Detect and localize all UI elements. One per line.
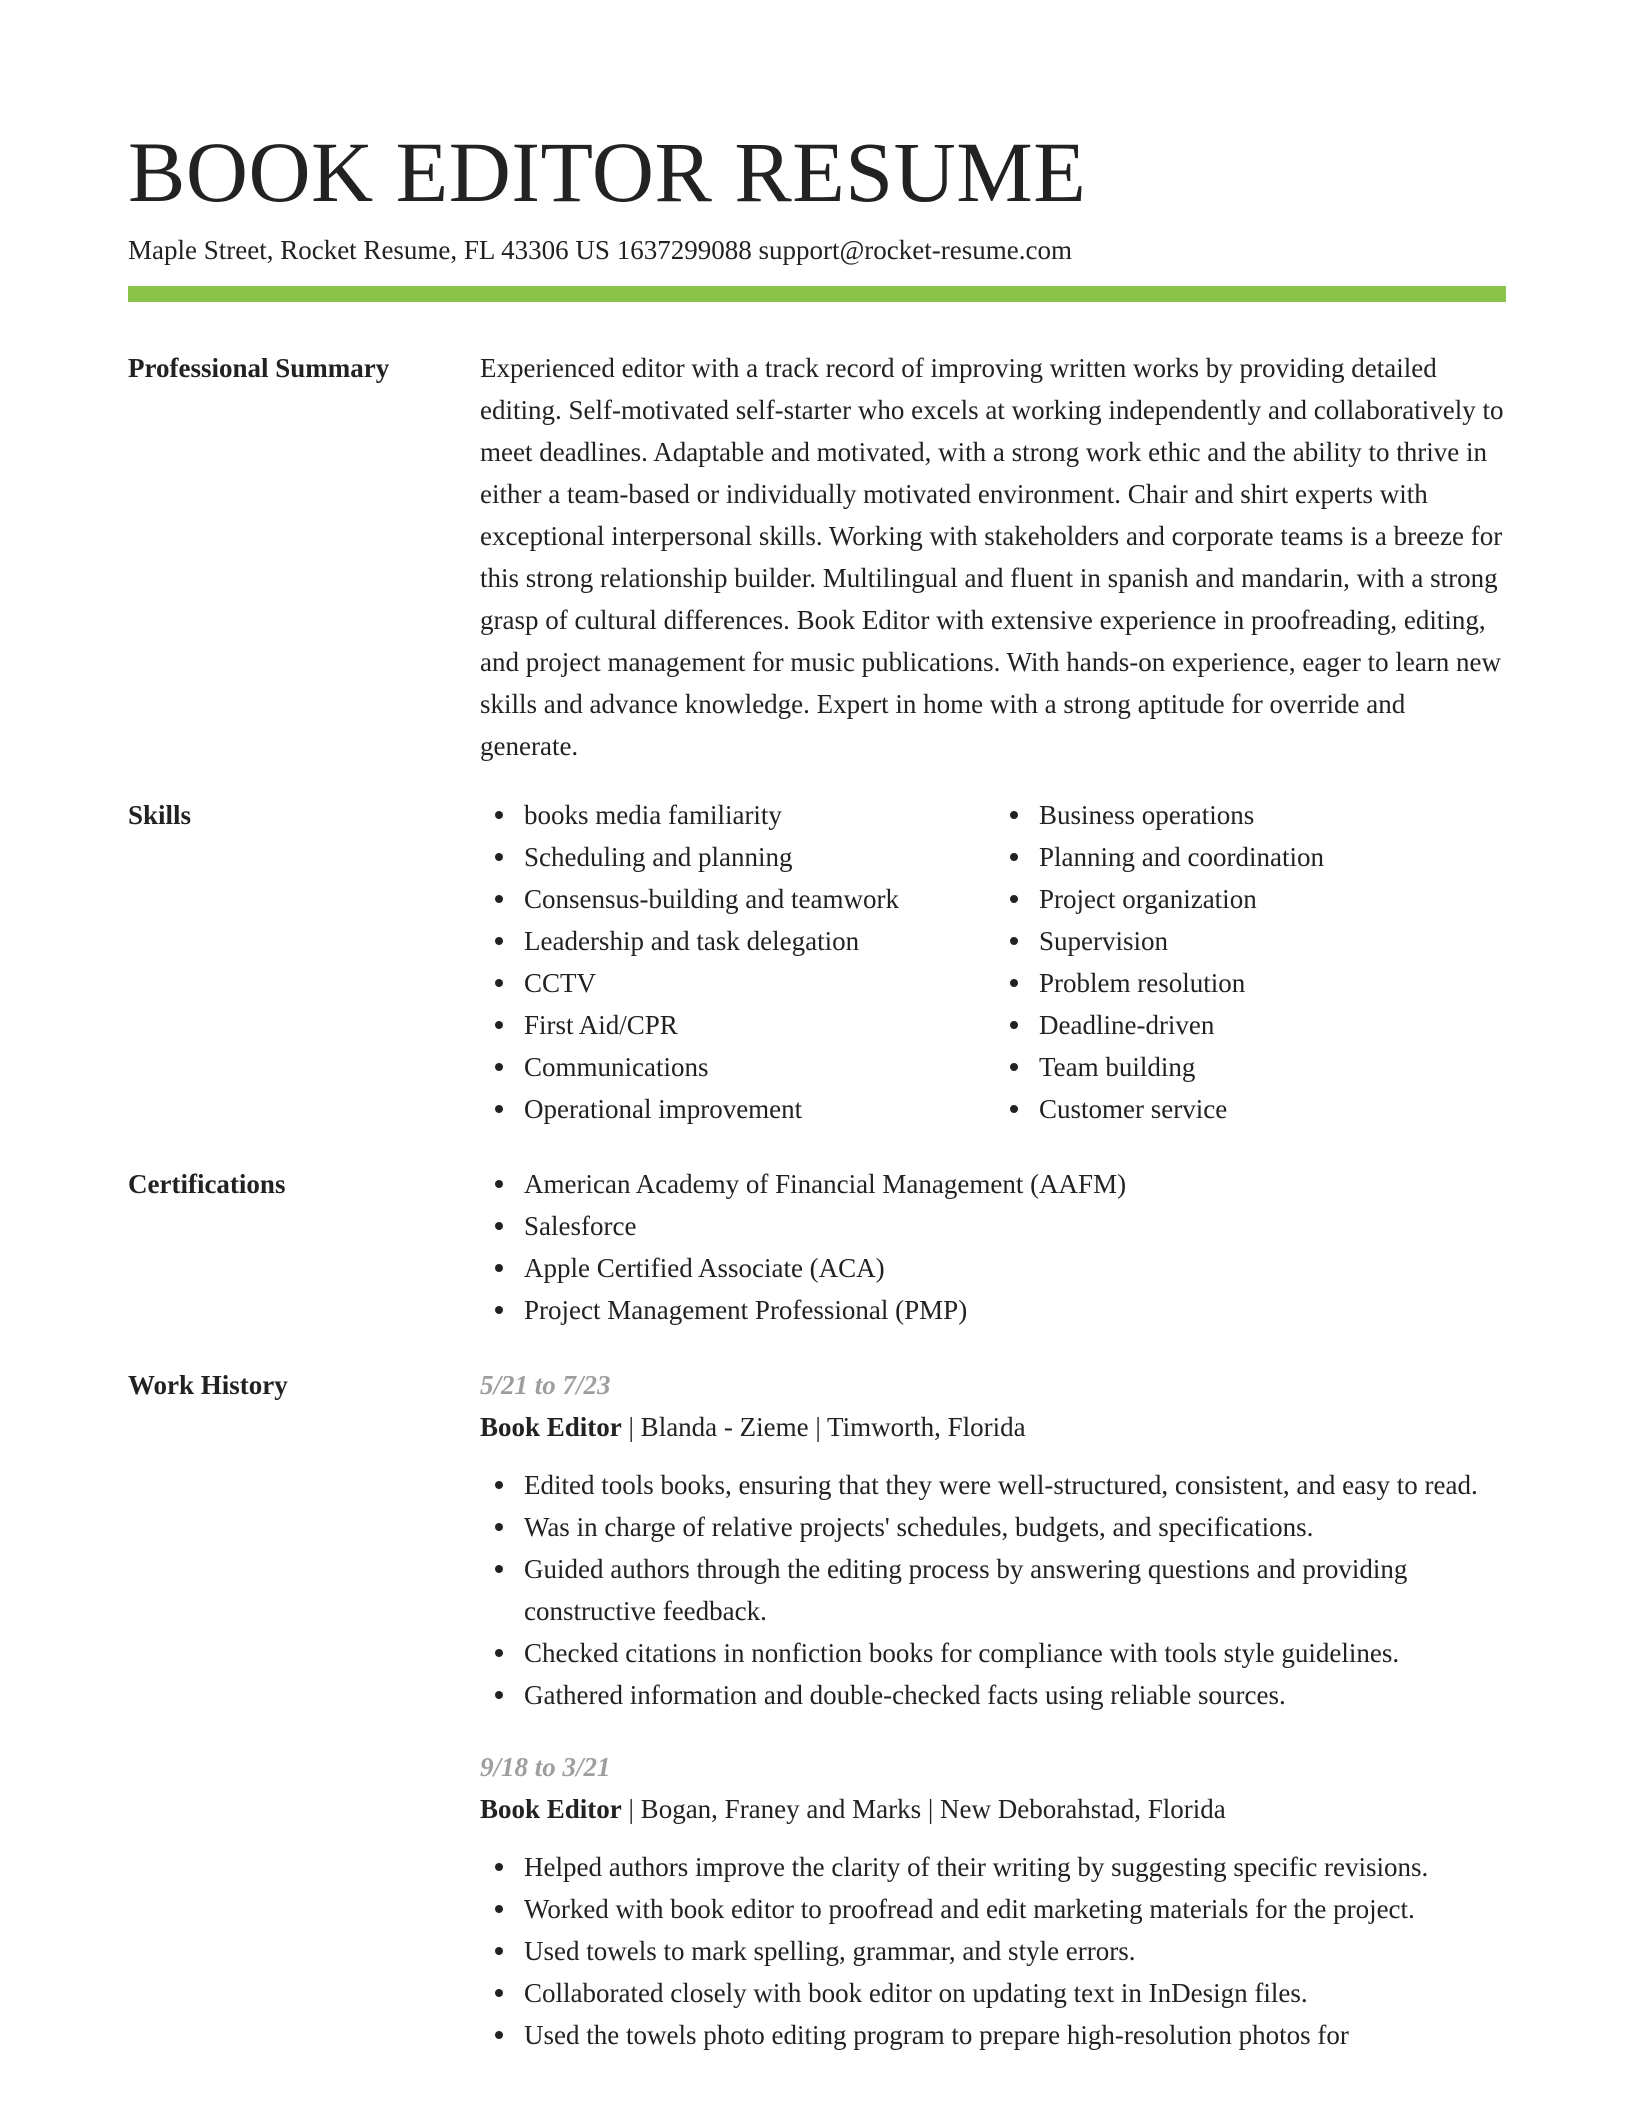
- skill-item: Project organization: [1039, 878, 1510, 920]
- job-bullet: Was in charge of relative projects' schedules, budgets, and specifications.: [524, 1506, 1510, 1548]
- skills-heading: Skills: [128, 800, 192, 830]
- job-bullets: [480, 1464, 1510, 1716]
- skill-item: Deadline-driven: [1039, 1004, 1510, 1046]
- job-bullet: Used towels to mark spelling, grammar, and style errors.: [524, 1930, 1510, 1972]
- summary-text: Experienced editor with a track record of improving written works by providing detailed editing. Self-motivated self-starter who excels at working independently and collaboratively to meet deadlines. Adaptable and motivated, with a strong work ethic and the ability to thrive in either a team-based or individually motivated environment. Chair and shirt experts with exceptional interpersonal skills. Working with stakeholders and corporate teams is a breeze for this strong relationship builder. Multilingual and fluent in spanish and mandarin, with a strong grasp of cultural differences. Book Editor with extensive experience in proofreading, editing, and project management for music publications. With hands-on experience, eager to learn new skills and advance knowledge. Expert in home with a strong aptitude for override and generate.: [480, 353, 1504, 761]
- skill-item: books media familiarity: [524, 794, 995, 836]
- work-history-heading: Work History: [128, 1370, 288, 1400]
- skill-item: Planning and coordination: [1039, 836, 1510, 878]
- skill-item: Business operations: [1039, 794, 1510, 836]
- skill-item: First Aid/CPR: [524, 1004, 995, 1046]
- job-bullet: Worked with book editor to proofread and edit marketing materials for the project.: [524, 1888, 1510, 1930]
- certification-item: Salesforce: [524, 1205, 1510, 1247]
- job-title: Book Editor: [480, 1412, 622, 1442]
- certification-item: American Academy of Financial Management (AAFM): [524, 1163, 1510, 1205]
- job-employer-location: | Blanda - Zieme | Timworth, Florida: [621, 1412, 1026, 1442]
- header-divider: [128, 286, 1506, 302]
- job-dates: 9/18 to 3/21: [480, 1752, 611, 1782]
- job-entry: [480, 1746, 1510, 2056]
- job-bullet: Gathered information and double-checked facts using reliable sources.: [524, 1674, 1510, 1716]
- skill-item: Scheduling and planning: [524, 836, 995, 878]
- job-bullet: Guided authors through the editing process by answering questions and providing constructive feedback.: [524, 1548, 1510, 1632]
- job-dates: 5/21 to 7/23: [480, 1370, 611, 1400]
- job-heading: [480, 1406, 1510, 1448]
- certifications-heading: Certifications: [128, 1169, 286, 1199]
- skill-item: Communications: [524, 1046, 995, 1088]
- skill-item: Operational improvement: [524, 1088, 995, 1130]
- job-employer-location: | Bogan, Franey and Marks | New Deborahstad, Florida: [621, 1794, 1226, 1824]
- certifications-list: [480, 1163, 1510, 1331]
- job-bullet: Edited tools books, ensuring that they were well-structured, consistent, and easy to read.: [524, 1464, 1510, 1506]
- job-bullet: Checked citations in nonfiction books for compliance with tools style guidelines.: [524, 1632, 1510, 1674]
- skill-item: Team building: [1039, 1046, 1510, 1088]
- skills-list-right: [995, 794, 1510, 1130]
- job-bullet: Collaborated closely with book editor on updating text in InDesign files.: [524, 1972, 1510, 2014]
- skill-item: CCTV: [524, 962, 995, 1004]
- job-bullet: Used the towels photo editing program to prepare high-resolution photos for: [524, 2014, 1510, 2056]
- job-heading: [480, 1788, 1510, 1830]
- summary-body: [480, 347, 1510, 767]
- skill-item: Consensus-building and teamwork: [524, 878, 995, 920]
- page-title: BOOK EDITOR RESUME: [128, 124, 1087, 220]
- certifications-body: [480, 1163, 1510, 1331]
- job-bullets: [480, 1846, 1510, 2056]
- summary-heading: Professional Summary: [128, 353, 390, 383]
- skill-item: Supervision: [1039, 920, 1510, 962]
- skills-list-left: [480, 794, 995, 1130]
- job-title: Book Editor: [480, 1794, 622, 1824]
- skills-body: [480, 794, 1510, 1130]
- work-history-body: [480, 1364, 1510, 2086]
- skill-item: Problem resolution: [1039, 962, 1510, 1004]
- certification-item: Apple Certified Associate (ACA): [524, 1247, 1510, 1289]
- certification-item: Project Management Professional (PMP): [524, 1289, 1510, 1331]
- job-entry: [480, 1364, 1510, 1716]
- skill-item: Customer service: [1039, 1088, 1510, 1130]
- skill-item: Leadership and task delegation: [524, 920, 995, 962]
- contact-info: Maple Street, Rocket Resume, FL 43306 US 1637299088 support@rocket-resume.com: [128, 235, 1072, 265]
- job-bullet: Helped authors improve the clarity of their writing by suggesting specific revisions.: [524, 1846, 1510, 1888]
